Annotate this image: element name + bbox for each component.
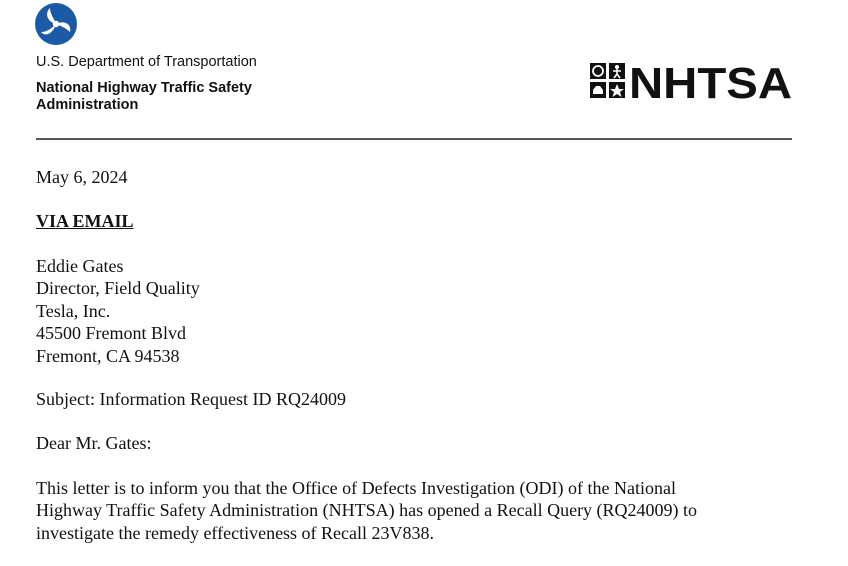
- agency-name-line-2: Administration: [36, 97, 139, 113]
- delivery-method: VIA EMAIL: [36, 211, 134, 231]
- header-divider: [36, 138, 792, 140]
- recipient-street: 45500 Fremont Blvd: [36, 323, 187, 344]
- letter-subject: Subject: Information Request ID RQ24009: [36, 389, 346, 409]
- letter-body-paragraph: [36, 477, 697, 544]
- dot-logo-icon: [34, 2, 78, 46]
- body-line: Highway Traffic Safety Administration (NHTSA) has opened a Recall Query (RQ24009) to: [36, 500, 698, 521]
- recipient-city: Fremont, CA 94538: [36, 345, 180, 366]
- recipient-company: Tesla, Inc.: [36, 300, 111, 321]
- recipient-address: [36, 255, 200, 367]
- nhtsa-safety-icons: [590, 63, 625, 98]
- letter-salutation: Dear Mr. Gates:: [36, 433, 152, 453]
- recipient-title: Director, Field Quality: [36, 278, 200, 299]
- nhtsa-wordmark: NHTSA: [629, 60, 792, 102]
- body-line: investigate the remedy effectiveness of Recall 23V838.: [36, 522, 435, 543]
- agency-name-line-1: National Highway Traffic Safety: [36, 80, 252, 96]
- body-line: This letter is to inform you that the Office of Defects Investigation (ODI) of the National: [36, 478, 676, 498]
- department-name: U.S. Department of Transportation: [36, 54, 257, 70]
- agency-name: [36, 80, 252, 114]
- nhtsa-logo: [588, 60, 794, 102]
- recipient-name: Eddie Gates: [36, 256, 124, 276]
- letter-date: May 6, 2024: [36, 167, 128, 187]
